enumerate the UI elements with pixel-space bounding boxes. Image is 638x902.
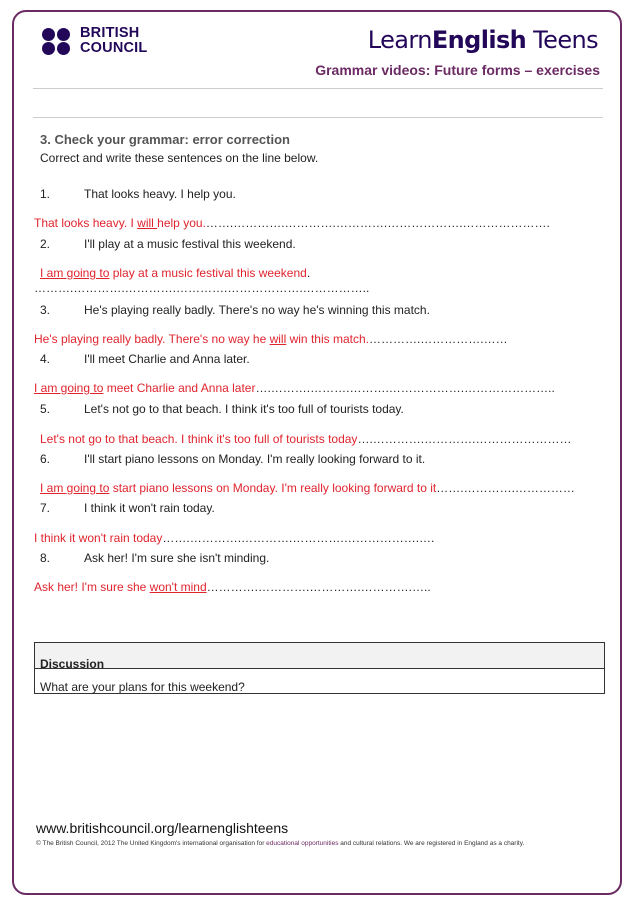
answer-line: That looks heavy. I will help you.…….………….………….………….……………….…………………. [34,216,550,230]
question-item: 4. I'll meet Charlie and Anna later. [40,352,250,366]
answer-line: I am going to start piano lessons on Monday. I'm really looking forward to it…….………….…………… [40,481,575,495]
logo-text: BRITISH COUNCIL [80,25,148,56]
section-instruction: Correct and write these sentences on the line below. [40,151,319,165]
question-item: 1. That looks heavy. I help you. [40,187,236,201]
footer-url: www.britishcouncil.org/learnenglishteens [36,820,289,836]
answer-dotted-line: ……….………….………….………….……………….…………….. [34,281,370,295]
answer-line: Ask her! I'm sure she won't mind………….………….………….………….….. [34,580,431,594]
learnenglish-teens-brand: LearnEnglish Teens [367,26,598,54]
answer-line: He's playing really badly. There's no way he will win this match.………….…………….…… [34,332,508,346]
question-item: 7. I think it won't rain today. [40,501,215,515]
logo-dots-icon [42,28,76,56]
answer-line: I am going to play at a music festival this weekend. [40,266,311,280]
page-subtitle: Grammar videos: Future forms – exercises [315,62,600,78]
footer-copyright: © The British Council, 2012 The United Kingdom's international organisation for educational opportunities and cultural relations. We are registered in England as a charity. [36,840,525,847]
question-item: 8. Ask her! I'm sure she isn't minding. [40,551,270,565]
question-item: 5. Let's not go to that beach. I think it's too full of tourists today. [40,402,404,416]
discussion-question: What are your plans for this weekend? [40,680,245,694]
discussion-header [35,643,604,669]
answer-line: I am going to meet Charlie and Anna later….……….……….……….……………….………………….. [34,381,555,395]
answer-line: I think it won't rain today…….………….………….………….……………….…. [34,531,435,545]
divider [33,88,603,89]
divider [33,117,603,118]
section-title: 3. Check your grammar: error correction [40,132,290,147]
discussion-box [34,642,605,694]
question-item: 3. He's playing really badly. There's no way he's winning this match. [40,303,430,317]
question-item: 6. I'll start piano lessons on Monday. I'm really looking forward to it. [40,452,426,466]
question-item: 2. I'll play at a music festival this weekend. [40,237,296,251]
answer-line: Let's not go to that beach. I think it's too full of tourists today….………….………….…………………… [40,432,572,446]
discussion-heading: Discussion [40,657,105,671]
